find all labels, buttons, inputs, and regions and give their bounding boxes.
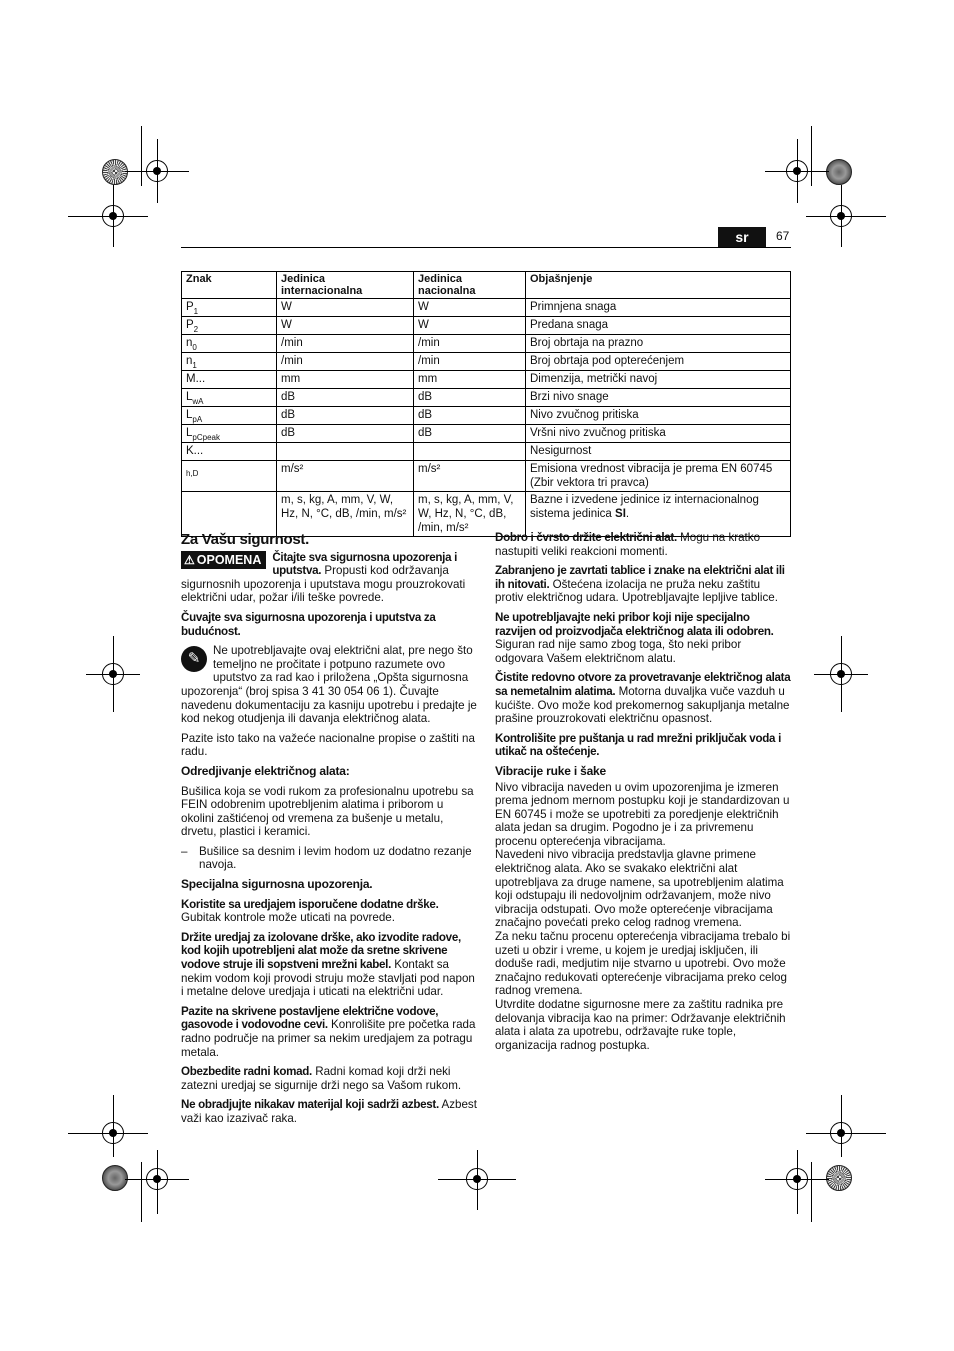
color-target-icon: [102, 1165, 128, 1191]
table-header-cell: Jedinica internacionalna: [277, 272, 414, 299]
warning-paragraph: ⚠ OPOMENA Čitajte sva sigurnosna upozorenja i uputstva. Propusti kod održavanja sigurnosnih upozorenja i uputstava mogu prouzrokovati električni udar, požar i/ili teške povrede.: [181, 550, 466, 605]
description-cell: Dimenzija, metrički navoj: [526, 371, 791, 389]
description-cell: Broj obrtaja pod opterećenjem: [526, 353, 791, 371]
table-row: [182, 407, 791, 425]
symbol-cell: K...: [182, 443, 277, 461]
table-header-cell: Znak: [182, 272, 277, 299]
description-cell: Emisiona vrednost vibracija je prema EN 60745 (Zbir vektora tri pravca): [526, 461, 791, 492]
vibration-heading: Vibracije ruke i šake: [495, 763, 606, 778]
vibration-paragraph: Nivo vibracija naveden u ovim upozorenjima je izmeren prema jednom mernom postupku koji je standardizovan u EN 60745 i može se upotrebiti za poredjenje električnih alata jedan sa drugim. Pogodno je i za privremenu procenu opterećenja vibracijama.: [495, 780, 790, 848]
symbol-cell: $L_{pCpeak}$: [182, 425, 277, 443]
symbol-cell: [182, 492, 277, 537]
intl-unit-cell: W: [277, 299, 414, 317]
purpose-text: Bušilica koja se vodi rukom za profesionalnu upotrebu sa FEIN odobrenim upotrebljenim alatima i priborom u okolini zaštićenoj od vremena za bušenje u metalu, drvetu, plastici i keramici.: [181, 784, 474, 839]
purpose-heading: Odredjivanje električnog alata:: [181, 763, 350, 778]
table-row: [182, 335, 791, 353]
vibration-paragraph: Za neku tačnu procenu opterećenja vibracijama trebalo bi uzeti u obzir i vreme, u kojem je uredjaj isključen, ili doduše radi, medjutim nije stvarno u upotrebi. Ovo može značajno redukovati opterećenje vibracijama preko celog radnog vremena.: [495, 930, 791, 998]
symbol-cell: $P_1$: [182, 299, 277, 317]
intl-unit-cell: dB: [277, 389, 414, 407]
table-row: [182, 461, 791, 492]
safety-paragraph: Kontrolišite pre puštanja u rad mrežni priključak voda i utikač na oštećenje.: [495, 731, 781, 759]
national-unit-cell: /min: [414, 335, 526, 353]
left-column: [181, 531, 479, 1132]
intl-unit-cell: dB: [277, 407, 414, 425]
description-cell: Nesigurnost: [526, 443, 791, 461]
intl-unit-cell: m/s²: [277, 461, 414, 492]
national-unit-cell: W: [414, 317, 526, 335]
intl-unit-cell: mm: [277, 371, 414, 389]
manual-paragraph: ✎ Ne upotrebljavajte ovaj električni alat, pre nego što temeljno ne pročitate i potpuno razumete ovo uputstvo za rad kao i priložena „Opšta sigurnosna upozorenja“ (broj spisa 3 41 30 054 06 1). Čuvajte navedenu dokumentaciju za kasniju upotrebu i predajte je kod nekog otudjenja ili davanja električnog alata.: [181, 644, 477, 726]
safety-paragraph: Koristite sa uredjajem isporučene dodatne drške. Gubitak kontrole može uticati na povrede.: [181, 897, 439, 925]
table-row: [182, 317, 791, 335]
vibration-paragraph: Navedeni nivo vibracija predstavlja glavne primene električnog alata. Ako se svakako električni alat upotrebljava za druge namene, sa upotrebljenim alatima koji odstupaju ili nedovoljnim održavanjem, može nivo vibracija odstupati. Ovo može opterećenje vibracijama značajno povećati preko celog radnog vremena.: [495, 848, 784, 930]
safety-paragraph: Zabranjeno je zavrtati tablice i znake na električni alat ili ih nitovati. Oštećena izolacija ne pruža neku zaštitu protiv električnog udara. Upotrebljavajte lepljive tablice.: [495, 564, 785, 605]
intl-unit-cell: [277, 443, 414, 461]
safety-paragraph: Ne upotrebljavajte neki pribor koji nije specijalno razvijen od proizvodjača električnog alata ili odobren. Siguran rad nije samo zbog toga, što neki pribor odgovara Vašem električnom alatu.: [495, 610, 774, 665]
table-row: [182, 353, 791, 371]
color-target-icon: [826, 1165, 852, 1191]
color-target-icon: [826, 159, 852, 185]
description-cell: Brzi nivo snage: [526, 389, 791, 407]
section-title: Za Vašu sigurnost.: [181, 531, 309, 548]
intl-unit-cell: dB: [277, 425, 414, 443]
safety-paragraph: Ne obradjujte nikakav materijal koji sadrži azbest. Azbest važi kao izazivač raka.: [181, 1098, 477, 1125]
safety-paragraph: Dobro i čvrsto držite električni alat. Mogu na kratko nastupiti veliki reakcioni momenti.: [495, 531, 761, 558]
national-unit-cell: mm: [414, 371, 526, 389]
special-warnings-heading: Specijalna sigurnosna upozorenja.: [181, 877, 373, 892]
table-row: [182, 492, 791, 537]
table-header-row: [182, 272, 791, 299]
table-row: [182, 443, 791, 461]
national-unit-cell: m/s²: [414, 461, 526, 492]
national-unit-cell: [414, 443, 526, 461]
right-column: [495, 531, 791, 1058]
color-target-icon: [102, 159, 128, 185]
intl-unit-cell: m, s, kg, A, mm, V, W, Hz, N, °C, dB, /min, m/s²: [277, 492, 414, 537]
safety-paragraph: Čistite redovno otvore za provetravanje električnog alata sa nemetalnim alatima. Motorna duvaljka vuče vazduh u kućište. Ovo može kod prekomernog sakupljanja metalne prašine prouzrokovati električnu opasnost.: [495, 671, 791, 726]
description-cell: Nivo zvučnog pritiska: [526, 407, 791, 425]
safety-paragraph: Držite uredjaj za izolovane drške, ako izvodite radove, kod kojih upotrebljeni alat može da sretne skrivene vodove struje ili sopstveni mrežni kabel. Kontakt sa nekim vodom koji provodi struju može stavljati pod napon i metalne delove uredjaja i uticati na električni udar.: [181, 930, 475, 999]
intl-unit-cell: /min: [277, 335, 414, 353]
national-unit-cell: dB: [414, 389, 526, 407]
table-header-cell: Jedinica nacionalna: [414, 272, 526, 299]
national-unit-cell: dB: [414, 407, 526, 425]
symbol-cell: M...: [182, 371, 277, 389]
symbol-cell: $n_1$: [182, 353, 277, 371]
keep-instructions-text: Čuvajte sva sigurnosna upozorenja i uputstva za budućnost.: [181, 610, 436, 638]
table-row: [182, 425, 791, 443]
warning-badge: ⚠ OPOMENA: [181, 551, 266, 569]
national-unit-cell: m, s, kg, A, mm, V, W, Hz, N, °C, dB, /min, m/s²: [414, 492, 526, 537]
table-row: [182, 389, 791, 407]
symbol-cell: $P_2$: [182, 317, 277, 335]
symbol-cell: $n_0$: [182, 335, 277, 353]
warning-triangle-icon: ⚠: [184, 552, 195, 567]
description-cell: Bazne i izvedene jedinice iz internacionalnog sistema jedinica SI.: [526, 492, 791, 537]
national-unit-cell: dB: [414, 425, 526, 443]
page-number: 67: [776, 229, 790, 243]
table-row: [182, 371, 791, 389]
symbol-cell: h,D: [182, 461, 277, 492]
language-badge: sr: [718, 227, 766, 247]
table-row: [182, 299, 791, 317]
symbol-cell: $L_{pA}$: [182, 407, 277, 425]
read-manual-icon: ✎: [181, 646, 207, 672]
description-cell: Vršni nivo zvučnog pritiska: [526, 425, 791, 443]
safety-paragraph: Pazite na skrivene postavljene električne vodove, gasovode i vodovodne cevi. Konrolišite pre početka rada radno područje na primer sa nekim uredjajem za potragu metala.: [181, 1004, 476, 1059]
vibration-paragraph: Utvrdite dodatne sigurnosne mere za zaštitu radnika pre delovanja vibracija kao na primer: Održavanje električnih alata i alata za upotrebu, održavajte ruke tople, organizacija radnog postupka.: [495, 998, 786, 1052]
national-unit-cell: /min: [414, 353, 526, 371]
symbol-cell: $L_{wA}$: [182, 389, 277, 407]
table-header-cell: Objašnjenje: [526, 272, 791, 299]
description-cell: Broj obrtaja na prazno: [526, 335, 791, 353]
national-rules-text: Pazite isto tako na važeće nacionalne propise o zaštiti na radu.: [181, 731, 475, 759]
intl-unit-cell: W: [277, 317, 414, 335]
description-cell: Predana snaga: [526, 317, 791, 335]
symbols-table: [181, 271, 791, 537]
national-unit-cell: W: [414, 299, 526, 317]
safety-paragraph: Obezbedite radni komad. Radni komad koji drži neki zatezni uredjaj se sigurnije drži nego sa Vašom rukom.: [181, 1065, 462, 1092]
intl-unit-cell: /min: [277, 353, 414, 371]
description-cell: Primnjena snaga: [526, 299, 791, 317]
header-rule: [181, 247, 791, 248]
list-item: – Bušilice sa desnim i levim hodom uz dodatno rezanje navoja.: [181, 844, 472, 872]
